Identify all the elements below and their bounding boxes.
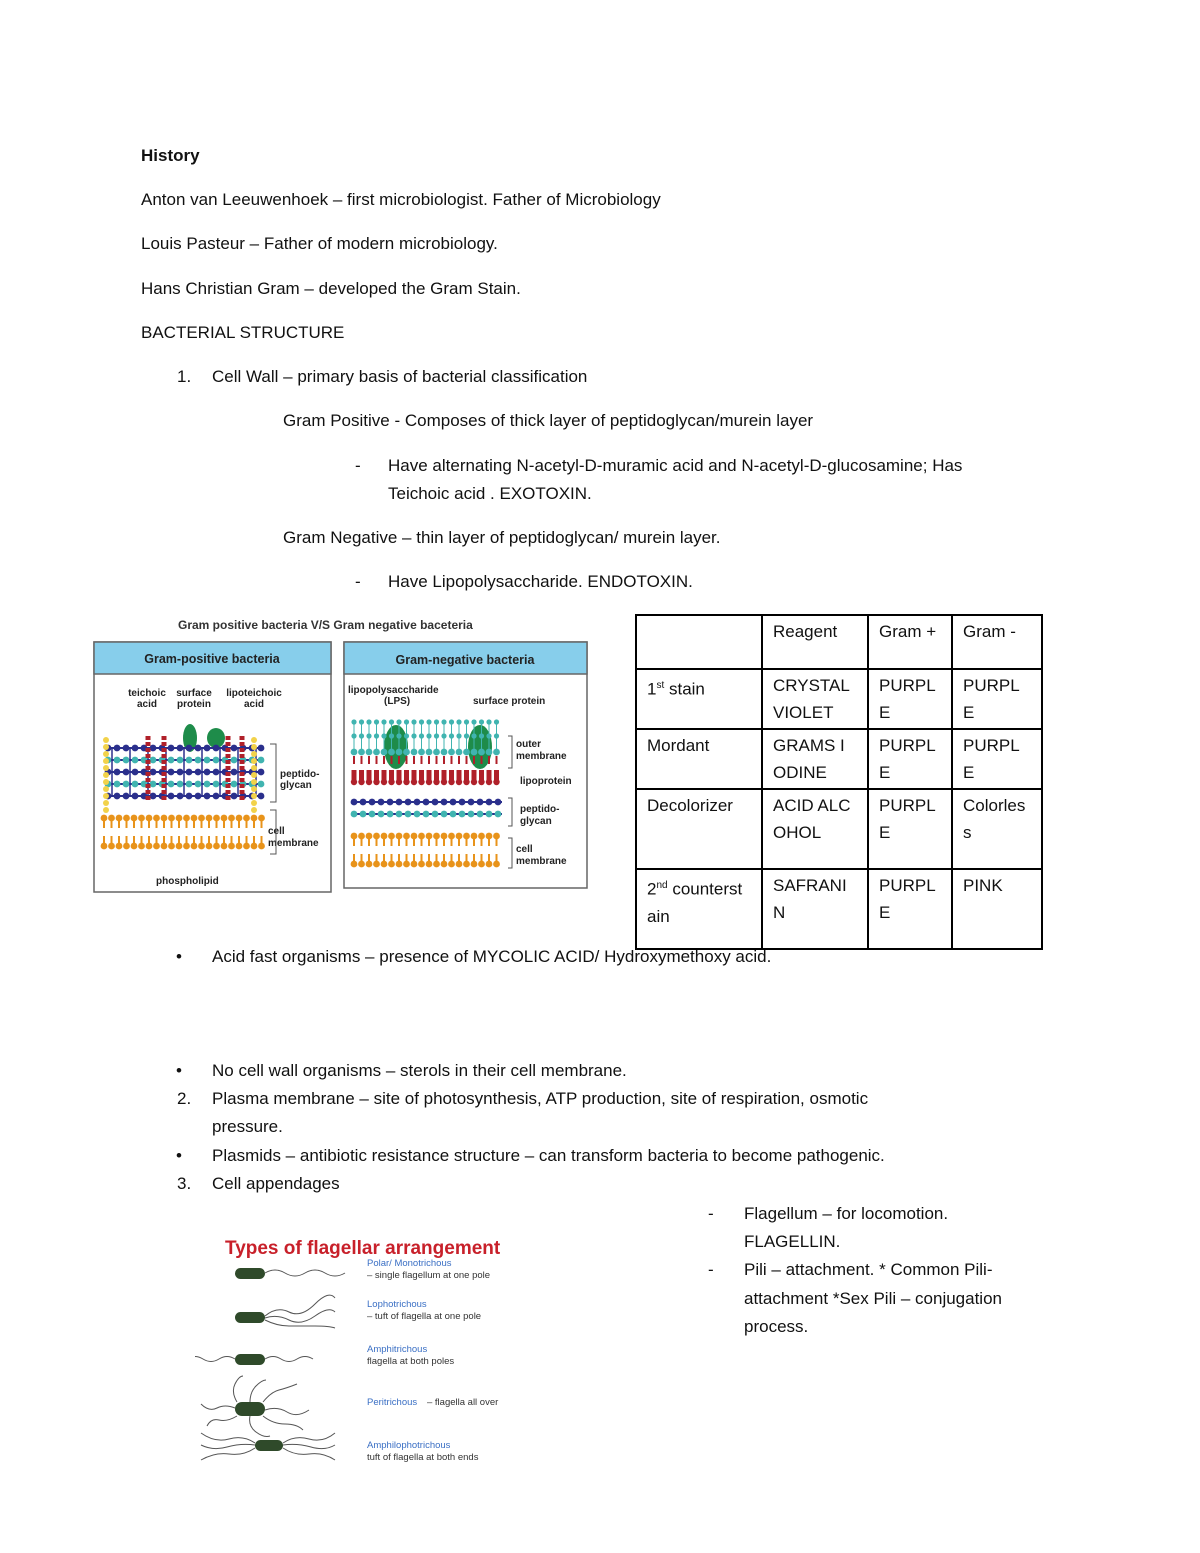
flagellum-line: Flagellum – for locomotion. [744, 1204, 949, 1223]
bacterium-icon [235, 1402, 265, 1416]
svg-text:peptido-: peptido- [280, 769, 320, 780]
gram-negative-panel [344, 642, 587, 888]
pili-line: Pili – attachment. * Common Pili- [744, 1260, 993, 1279]
svg-text:(LPS): (LPS) [384, 696, 411, 707]
svg-text:cell: cell [268, 826, 285, 837]
flagellar-arrangement-figure [195, 1230, 540, 1480]
flagellin-line: FLAGELLIN. [744, 1232, 841, 1251]
reagent-cell: GRAMS IODINE [762, 729, 868, 789]
lps-protein-shape [384, 725, 408, 769]
table-header-cell [636, 615, 762, 669]
gram-positive-line: Gram Positive - Composes of thick layer of peptidoglycan/murein layer [283, 411, 814, 430]
svg-text:– flagella all over: – flagella all over [427, 1397, 499, 1408]
gram-negative-line: Gram Negative – thin layer of peptidoglycan/ murein layer. [283, 528, 721, 547]
gram-negative-cell: PURPLE [952, 729, 1042, 789]
cell-appendages-item: Cell appendages [212, 1174, 340, 1193]
table-row [636, 729, 1042, 789]
svg-text:outer: outer [516, 739, 541, 750]
svg-text:Peritrichous: Peritrichous [367, 1397, 418, 1408]
plasma-membrane-item-2: pressure. [212, 1117, 283, 1136]
svg-text:lipopolysaccharide: lipopolysaccharide [348, 685, 439, 696]
svg-text:Amphitrichous: Amphitrichous [367, 1344, 428, 1355]
svg-text:Polar/ Monotrichous: Polar/ Monotrichous [367, 1258, 452, 1269]
gram-positive-cell: PURPLE [868, 789, 952, 869]
svg-text:flagella at both poles: flagella at both poles [367, 1356, 455, 1367]
svg-text:glycan: glycan [280, 780, 312, 791]
svg-text:tuft of flagella at both ends: tuft of flagella at both ends [367, 1452, 479, 1463]
svg-text:membrane: membrane [516, 856, 567, 867]
svg-text:membrane: membrane [268, 838, 319, 849]
pili-line-2: attachment *Sex Pili – conjugation [744, 1289, 1002, 1308]
gram-negative-detail: Have Lipopolysaccharide. ENDOTOXIN. [388, 572, 693, 591]
svg-text:– single flagellum at one pole: – single flagellum at one pole [367, 1270, 491, 1281]
no-cell-wall-item: No cell wall organisms – sterols in their cell membrane. [212, 1061, 627, 1080]
gram-positive-detail: Have alternating N-acetyl-D-muramic acid and N-acetyl-D-glucosamine; Has [388, 456, 963, 475]
history-line-leeuwenhoek: Anton van Leeuwenhoek – first microbiologist. Father of Microbiology [141, 190, 661, 209]
bullet-icon: • [176, 947, 182, 966]
gram-positive-detail-2: Teichoic acid . EXOTOXIN. [388, 484, 592, 503]
svg-text:Amphilophotrichous: Amphilophotrichous [367, 1440, 451, 1451]
gram-positive-cell: PURPLE [868, 869, 952, 949]
dash-marker: - [355, 456, 361, 475]
plasma-membrane-item: Plasma membrane – site of photosynthesis, ATP production, site of respiration, osmotic [212, 1089, 869, 1108]
svg-text:Gram-positive bacteria: Gram-positive bacteria [144, 652, 280, 666]
svg-text:cell: cell [516, 844, 533, 855]
history-line-gram: Hans Christian Gram – developed the Gram Stain. [141, 279, 521, 298]
gram-negative-cell: PURPLE [952, 669, 1042, 729]
table-header-row [636, 615, 1042, 669]
bullet-icon: • [176, 1061, 182, 1080]
svg-text:lipoprotein: lipoprotein [520, 776, 572, 787]
step-cell: Mordant [636, 729, 762, 789]
svg-text:glycan: glycan [520, 816, 552, 827]
svg-text:Lophotrichous: Lophotrichous [367, 1299, 427, 1310]
dash-marker: - [708, 1204, 714, 1223]
table-row [636, 869, 1042, 949]
gram-comparison-figure [92, 612, 592, 897]
svg-text:acid: acid [243, 699, 265, 710]
gram-negative-cell: PINK [952, 869, 1042, 949]
svg-text:teichoic: teichoic [128, 688, 166, 699]
gram-negative-cell: Colorless [952, 789, 1042, 869]
gram-stain-table [635, 614, 1043, 950]
bacterium-icon [235, 1354, 265, 1365]
list-number-3: 3. [177, 1174, 192, 1193]
pili-line-3: process. [744, 1317, 809, 1336]
svg-text:surface protein: surface protein [473, 696, 546, 707]
svg-text:– tuft of flagella at one pole: – tuft of flagella at one pole [367, 1311, 482, 1322]
structure-heading: BACTERIAL STRUCTURE [141, 323, 345, 342]
bacterium-icon [235, 1268, 265, 1279]
list-number-2: 2. [177, 1089, 192, 1108]
svg-text:protein: protein [177, 699, 211, 710]
gram-positive-cell: PURPLE [868, 669, 952, 729]
step-cell: Decolorizer [636, 789, 762, 869]
step-cell: 2nd counterstain [636, 869, 762, 949]
svg-text:membrane: membrane [516, 751, 567, 762]
dash-marker: - [355, 572, 361, 591]
table-header-cell: Gram - [952, 615, 1042, 669]
svg-text:Gram-negative bacteria: Gram-negative bacteria [395, 653, 535, 667]
plasmids-item: Plasmids – antibiotic resistance structure – can transform bacteria to become pathogenic. [212, 1146, 885, 1165]
gram-positive-cell: PURPLE [868, 729, 952, 789]
table-row [636, 789, 1042, 869]
svg-text:peptido-: peptido- [520, 804, 560, 815]
cell-wall-item: Cell Wall – primary basis of bacterial classification [212, 367, 588, 386]
history-line-pasteur: Louis Pasteur – Father of modern microbiology. [141, 234, 498, 253]
figure-title: Types of flagellar arrangement [225, 1238, 501, 1259]
dash-marker: - [708, 1260, 714, 1279]
history-heading: History [141, 146, 200, 165]
svg-text:phospholipid: phospholipid [156, 876, 219, 887]
bullet-icon: • [176, 1146, 182, 1165]
svg-text:lipoteichoic: lipoteichoic [226, 688, 282, 699]
bacterium-icon [235, 1312, 265, 1323]
reagent-cell: ACID ALCOHOL [762, 789, 868, 869]
table-row [636, 669, 1042, 729]
reagent-cell: SAFRANIN [762, 869, 868, 949]
step-cell: 1st stain [636, 669, 762, 729]
table-header-cell: Gram + [868, 615, 952, 669]
acid-fast-item: Acid fast organisms – presence of MYCOLIC ACID/ Hydroxymethoxy acid. [212, 947, 772, 966]
figure-title: Gram positive bacteria V/S Gram negative baceteria [178, 618, 473, 632]
bacterium-icon [255, 1440, 283, 1451]
table-header-cell: Reagent [762, 615, 868, 669]
svg-text:acid: acid [136, 699, 158, 710]
reagent-cell: CRYSTAL VIOLET [762, 669, 868, 729]
svg-text:surface: surface [176, 688, 212, 699]
list-number-1: 1. [177, 367, 192, 386]
